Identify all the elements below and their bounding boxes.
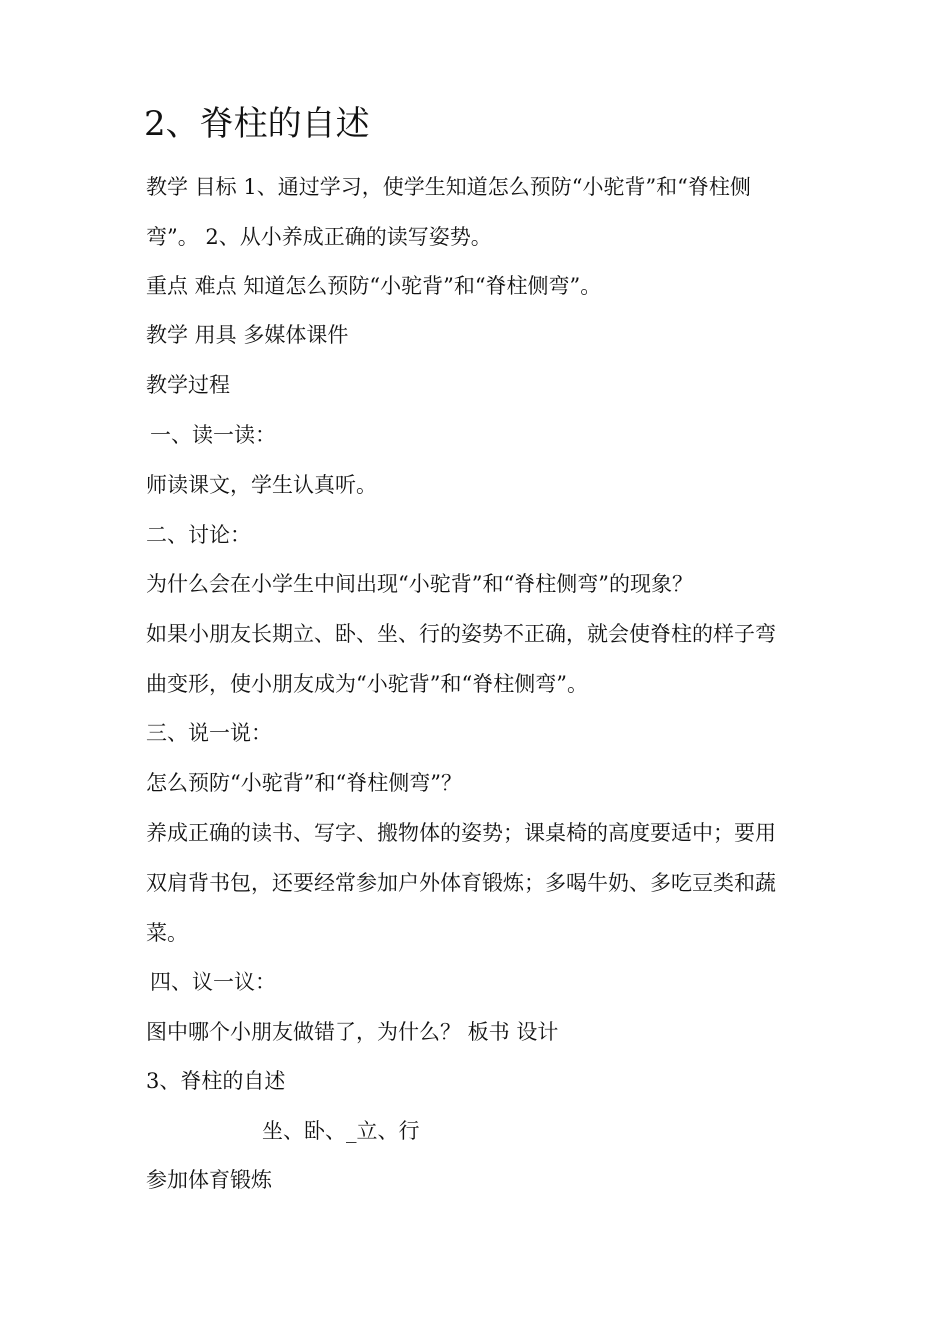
section-2-answer-line-1: 如果小朋友长期立、卧、坐、行的姿势不正确，就会使脊柱的样子弯 <box>146 622 776 646</box>
blackboard-title: 3、脊柱的自述 <box>146 1069 286 1093</box>
section-1-body: 师读课文，学生认真听。 <box>146 473 377 497</box>
section-3-answer-line-2: 双肩背书包，还要经常参加户外体育锻炼；多喝牛奶、多吃豆类和蔬 <box>146 871 776 895</box>
teaching-goal-line-2: 弯”。 2、从小养成正确的读写姿势。 <box>146 225 492 249</box>
teaching-process-heading: 教学过程 <box>146 373 230 397</box>
section-1-heading: 一、读一读： <box>150 423 276 447</box>
key-points: 重点 难点 知道怎么预防“小驼背”和“脊柱侧弯”。 <box>146 274 602 298</box>
blackboard-line-2: 参加体育锻炼 <box>146 1168 272 1192</box>
teaching-goal-line-1: 教学 目标 1、通过学习，使学生知道怎么预防“小驼背”和“脊柱侧 <box>146 175 751 199</box>
lesson-title: 2、脊柱的自述 <box>144 104 370 144</box>
section-2-answer-line-2: 曲变形，使小朋友成为“小驼背”和“脊柱侧弯”。 <box>146 672 588 696</box>
teaching-tools: 教学 用具 多媒体课件 <box>146 323 349 347</box>
section-2-heading: 二、讨论： <box>146 523 251 547</box>
section-3-answer-line-1: 养成正确的读书、写字、搬物体的姿势；课桌椅的高度要适中；要用 <box>146 821 776 845</box>
section-4-body: 图中哪个小朋友做错了，为什么？ 板书 设计 <box>146 1020 559 1044</box>
section-3-heading: 三、说一说： <box>146 721 272 745</box>
section-3-answer-line-3: 菜。 <box>146 921 188 945</box>
section-4-heading: 四、议一议： <box>150 970 276 994</box>
section-2-question: 为什么会在小学生中间出现“小驼背”和“脊柱侧弯”的现象？ <box>146 572 693 596</box>
blackboard-line-1: 坐、卧、_立、行 <box>262 1119 420 1143</box>
section-3-question: 怎么预防“小驼背”和“脊柱侧弯”？ <box>146 771 462 795</box>
